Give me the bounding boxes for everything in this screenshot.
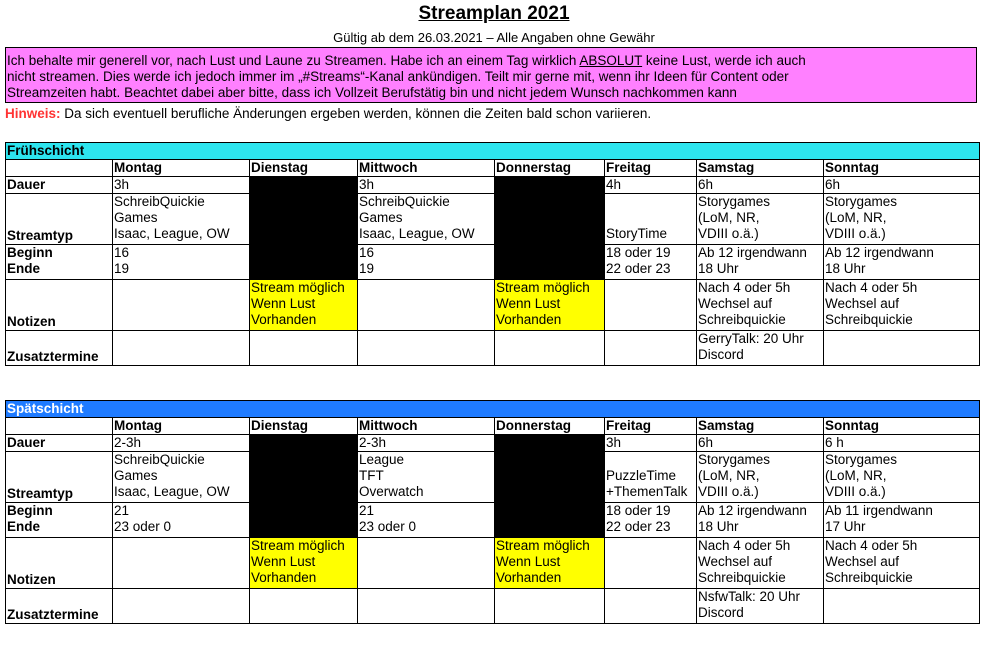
extra-cell bbox=[697, 589, 824, 624]
shift-title: Frühschicht bbox=[6, 143, 980, 160]
notes-line: Wenn Lust bbox=[251, 296, 316, 311]
dauer-cell: 6h bbox=[697, 177, 824, 194]
time-cell bbox=[113, 245, 250, 280]
time-line: 18 oder 19 bbox=[606, 245, 671, 260]
streamtyp-line: Storygames bbox=[825, 194, 898, 209]
time-line: Ab 12 irgendwann bbox=[825, 245, 934, 260]
streamtyp-line: VDIII o.ä.) bbox=[825, 226, 886, 241]
day-header: Mittwoch bbox=[358, 160, 495, 177]
extra-line: GerryTalk: 20 Uhr bbox=[698, 331, 804, 346]
notice-line-1 bbox=[7, 53, 976, 69]
time-line: Ab 12 irgendwann bbox=[698, 245, 807, 260]
day-header: Mittwoch bbox=[358, 418, 495, 435]
row-label-zusatztermine: Zusatztermine bbox=[6, 331, 113, 366]
streamtyp-cell bbox=[605, 452, 697, 503]
notes-cell bbox=[495, 280, 605, 331]
notes-cell bbox=[605, 280, 697, 331]
blocked-day-cell bbox=[495, 177, 605, 280]
streamtyp-cell bbox=[358, 452, 495, 503]
row-label-dauer: Dauer bbox=[6, 435, 113, 452]
row-label-line: Ende bbox=[7, 261, 41, 276]
time-line: 18 oder 19 bbox=[606, 503, 671, 518]
notes-line: Wechsel auf bbox=[825, 296, 900, 311]
streamtyp-line: SchreibQuickie bbox=[114, 194, 205, 209]
dauer-cell: 2-3h bbox=[113, 435, 250, 452]
dauer-cell: 3h bbox=[605, 435, 697, 452]
notes-line: Vorhanden bbox=[251, 312, 317, 327]
time-line: 18 Uhr bbox=[698, 261, 739, 276]
time-line: 18 Uhr bbox=[698, 519, 739, 534]
extra-cell bbox=[495, 589, 605, 624]
notes-line: Vorhanden bbox=[496, 312, 562, 327]
streamtyp-line: Games bbox=[114, 210, 158, 225]
time-line: 22 oder 23 bbox=[606, 519, 671, 534]
dauer-cell: 6h bbox=[697, 435, 824, 452]
streamtyp-cell bbox=[824, 194, 980, 245]
streamtyp-line: SchreibQuickie bbox=[359, 194, 450, 209]
time-line: 23 oder 0 bbox=[114, 519, 172, 534]
notice-box bbox=[5, 47, 977, 103]
dauer-cell: 2-3h bbox=[358, 435, 495, 452]
time-cell bbox=[824, 503, 980, 538]
notes-cell bbox=[824, 280, 980, 331]
notes-cell bbox=[250, 280, 358, 331]
extra-cell bbox=[605, 589, 697, 624]
notes-line: Wechsel auf bbox=[825, 554, 900, 569]
notes-line: Wenn Lust bbox=[251, 554, 316, 569]
hint-text: Da sich eventuell berufliche Änderungen ergeben werden, können die Zeiten bald schon variieren. bbox=[60, 106, 652, 121]
streamtyp-cell bbox=[697, 452, 824, 503]
time-cell bbox=[697, 245, 824, 280]
corner-cell bbox=[6, 160, 113, 177]
streamtyp-line bbox=[606, 194, 695, 210]
blocked-day-cell bbox=[250, 177, 358, 280]
notes-line: Stream möglich bbox=[496, 538, 590, 553]
notes-cell bbox=[495, 538, 605, 589]
day-header: Freitag bbox=[605, 418, 697, 435]
extra-cell bbox=[495, 331, 605, 366]
time-line: 19 bbox=[114, 261, 130, 276]
streamtyp-line: Storygames bbox=[698, 452, 771, 467]
notes-line: Nach 4 oder 5h bbox=[698, 538, 791, 553]
time-cell bbox=[358, 245, 495, 280]
streamtyp-line: (LoM, NR, bbox=[825, 210, 887, 225]
extra-cell bbox=[113, 589, 250, 624]
notes-line: Wechsel auf bbox=[698, 296, 773, 311]
dauer-cell: 3h bbox=[113, 177, 250, 194]
extra-line: Discord bbox=[698, 605, 744, 620]
time-cell bbox=[697, 503, 824, 538]
extra-cell bbox=[824, 331, 980, 366]
notes-cell bbox=[824, 538, 980, 589]
notes-cell bbox=[697, 538, 824, 589]
row-label-line: Beginn bbox=[7, 245, 53, 260]
notice-emphasis: ABSOLUT bbox=[579, 53, 643, 68]
row-label-zusatztermine: Zusatztermine bbox=[6, 589, 113, 624]
streamtyp-cell bbox=[113, 194, 250, 245]
time-line: 23 oder 0 bbox=[359, 519, 417, 534]
streamtyp-line: VDIII o.ä.) bbox=[825, 484, 886, 499]
notes-line: Vorhanden bbox=[251, 570, 317, 585]
day-header: Donnerstag bbox=[495, 418, 605, 435]
streamtyp-line: Overwatch bbox=[359, 484, 424, 499]
streamtyp-line: VDIII o.ä.) bbox=[698, 484, 759, 499]
time-line: Ab 12 irgendwann bbox=[698, 503, 807, 518]
day-header: Freitag bbox=[605, 160, 697, 177]
streamtyp-line: Storygames bbox=[698, 194, 771, 209]
blocked-day-cell bbox=[250, 435, 358, 538]
extra-line: Discord bbox=[698, 347, 744, 362]
notes-cell bbox=[113, 280, 250, 331]
dauer-cell: 6 h bbox=[824, 435, 980, 452]
time-cell bbox=[358, 503, 495, 538]
streamtyp-line bbox=[606, 452, 695, 468]
time-line: 21 bbox=[359, 503, 375, 518]
notes-cell bbox=[358, 280, 495, 331]
streamtyp-line: StoryTime bbox=[606, 226, 668, 241]
notes-line: Schreibquickie bbox=[825, 312, 913, 327]
time-line: 16 bbox=[114, 245, 130, 260]
dauer-cell: 4h bbox=[605, 177, 697, 194]
streamtyp-line: Isaac, League, OW bbox=[359, 226, 475, 241]
notes-line: Vorhanden bbox=[496, 570, 562, 585]
notice-line-2: nicht streamen. Dies werde ich jedoch immer im „#Streams“-Kanal ankündigen. Teilt mir gerne mit, wenn ihr Ideen für Content oder bbox=[7, 69, 789, 84]
extra-cell bbox=[605, 331, 697, 366]
notes-cell bbox=[358, 538, 495, 589]
extra-cell bbox=[250, 589, 358, 624]
row-label-notizen: Notizen bbox=[6, 538, 113, 589]
streamtyp-line bbox=[606, 210, 695, 226]
notes-line: Wenn Lust bbox=[496, 554, 561, 569]
time-cell bbox=[113, 503, 250, 538]
day-header: Sonntag bbox=[824, 160, 980, 177]
time-cell bbox=[605, 245, 697, 280]
notes-line: Stream möglich bbox=[496, 280, 590, 295]
early-shift-table bbox=[5, 142, 980, 366]
notes-line: Schreibquickie bbox=[825, 570, 913, 585]
streamtyp-cell bbox=[113, 452, 250, 503]
row-label-dauer: Dauer bbox=[6, 177, 113, 194]
streamtyp-cell bbox=[697, 194, 824, 245]
row-label-beginn-ende bbox=[6, 245, 113, 280]
notice-line-3: Streamzeiten habt. Beachtet dabei aber bitte, dass ich Vollzeit Berufstätig bin und nicht jedem Wunsch nachkommen kann bbox=[7, 85, 737, 100]
page-subtitle: Gültig ab dem 26.03.2021 – Alle Angaben ohne Gewähr bbox=[333, 30, 655, 45]
extra-cell bbox=[358, 331, 495, 366]
hint-label: Hinweis: bbox=[5, 106, 61, 121]
streamtyp-line: Storygames bbox=[825, 452, 898, 467]
day-header: Montag bbox=[113, 160, 250, 177]
dauer-cell: 3h bbox=[358, 177, 495, 194]
streamtyp-line: Games bbox=[359, 210, 403, 225]
notes-cell bbox=[250, 538, 358, 589]
streamtyp-line: VDIII o.ä.) bbox=[698, 226, 759, 241]
day-header: Dienstag bbox=[250, 160, 358, 177]
notes-line: Wenn Lust bbox=[496, 296, 561, 311]
notes-cell bbox=[113, 538, 250, 589]
streamtyp-cell bbox=[824, 452, 980, 503]
extra-cell bbox=[697, 331, 824, 366]
notes-cell bbox=[605, 538, 697, 589]
streamtyp-line: +ThemenTalk bbox=[606, 484, 688, 499]
notes-line: Nach 4 oder 5h bbox=[698, 280, 791, 295]
day-header: Dienstag bbox=[250, 418, 358, 435]
row-label-beginn-ende bbox=[6, 503, 113, 538]
time-line: 17 Uhr bbox=[825, 519, 866, 534]
streamtyp-cell bbox=[605, 194, 697, 245]
row-label-streamtyp: Streamtyp bbox=[6, 452, 113, 503]
streamtyp-line: PuzzleTime bbox=[606, 468, 677, 483]
notes-line: Schreibquickie bbox=[698, 570, 786, 585]
streamtyp-line: Isaac, League, OW bbox=[114, 484, 230, 499]
notes-line: Wechsel auf bbox=[698, 554, 773, 569]
streamtyp-line: (LoM, NR, bbox=[825, 468, 887, 483]
notes-cell bbox=[697, 280, 824, 331]
streamtyp-line: SchreibQuickie bbox=[114, 452, 205, 467]
time-line: 16 bbox=[359, 245, 375, 260]
notes-line: Schreibquickie bbox=[698, 312, 786, 327]
dauer-cell: 6h bbox=[824, 177, 980, 194]
streamtyp-cell bbox=[358, 194, 495, 245]
notice-line-1-end: keine Lust, werde ich auch bbox=[642, 53, 806, 68]
notes-line: Stream möglich bbox=[251, 538, 345, 553]
day-header: Sonntag bbox=[824, 418, 980, 435]
notes-line: Stream möglich bbox=[251, 280, 345, 295]
row-label-streamtyp: Streamtyp bbox=[6, 194, 113, 245]
notes-line: Nach 4 oder 5h bbox=[825, 538, 918, 553]
streamtyp-line: Isaac, League, OW bbox=[114, 226, 230, 241]
row-label-line: Beginn bbox=[7, 503, 53, 518]
row-label-notizen: Notizen bbox=[6, 280, 113, 331]
time-cell bbox=[605, 503, 697, 538]
row-label-line: Ende bbox=[7, 519, 41, 534]
time-line: 21 bbox=[114, 503, 130, 518]
day-header: Montag bbox=[113, 418, 250, 435]
day-header: Samstag bbox=[697, 418, 824, 435]
extra-line: NsfwTalk: 20 Uhr bbox=[698, 589, 801, 604]
streamtyp-line: (LoM, NR, bbox=[698, 468, 760, 483]
extra-cell bbox=[113, 331, 250, 366]
streamtyp-line: TFT bbox=[359, 468, 384, 483]
corner-cell bbox=[6, 418, 113, 435]
time-line: 19 bbox=[359, 261, 375, 276]
extra-cell bbox=[250, 331, 358, 366]
blocked-day-cell bbox=[495, 435, 605, 538]
notice-line-1-start: Ich behalte mir generell vor, nach Lust und Laune zu Streamen. Habe ich an einem Tag wirklich bbox=[7, 53, 580, 68]
notes-line: Nach 4 oder 5h bbox=[825, 280, 918, 295]
extra-cell bbox=[824, 589, 980, 624]
time-line: 22 oder 23 bbox=[606, 261, 671, 276]
time-line: 18 Uhr bbox=[825, 261, 866, 276]
day-header: Samstag bbox=[697, 160, 824, 177]
shift-title: Spätschicht bbox=[6, 401, 980, 418]
time-line: Ab 11 irgendwann bbox=[825, 503, 933, 518]
streamtyp-line: (LoM, NR, bbox=[698, 210, 760, 225]
late-shift-table bbox=[5, 400, 980, 624]
streamtyp-line: Games bbox=[114, 468, 158, 483]
time-cell bbox=[824, 245, 980, 280]
extra-cell bbox=[358, 589, 495, 624]
day-header: Donnerstag bbox=[495, 160, 605, 177]
hint-line bbox=[5, 106, 651, 121]
streamtyp-line: League bbox=[359, 452, 405, 467]
page-title: Streamplan 2021 bbox=[418, 3, 570, 24]
